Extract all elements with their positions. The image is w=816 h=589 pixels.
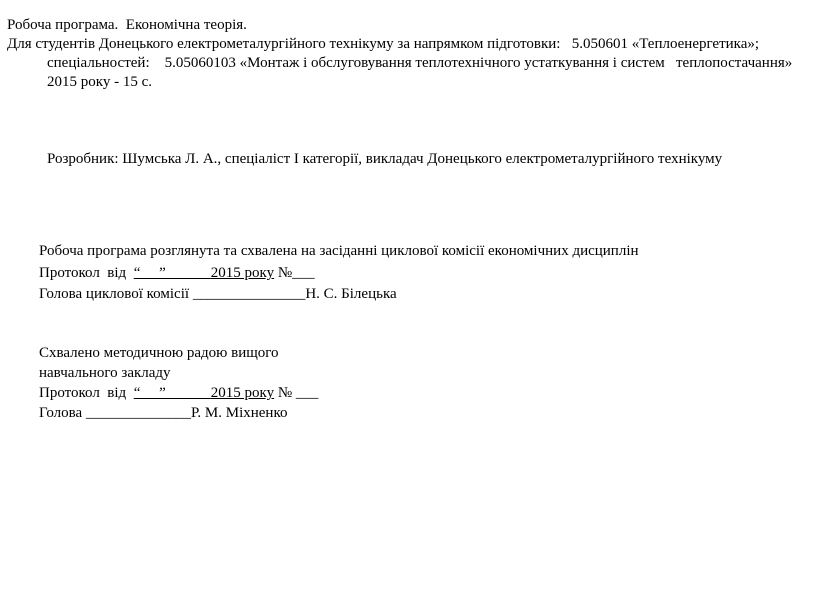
protocol-number-label: № (274, 265, 293, 281)
methodical-protocol-line (39, 384, 318, 402)
head-name: Р. М. Міхненко (190, 405, 288, 421)
protocol-year: 2015 року (210, 385, 275, 401)
protocol-number-blank: ___ (292, 265, 315, 281)
protocol-prefix: Протокол від (39, 385, 134, 401)
commission-head-line (39, 285, 397, 303)
protocol-date-blank: “ ” (133, 385, 211, 401)
commission-approval-line: Робоча програма розглянута та схвалена на засіданні циклової комісії економічних дисциплін (39, 243, 639, 259)
protocol-year: 2015 року (210, 265, 275, 281)
head-label: Голова циклової комісії (39, 286, 193, 302)
protocol-number-blank: ___ (295, 385, 319, 401)
header-specialty-line: спеціальностей: 5.05060103 «Монтаж і обслуговування теплотехнічного устаткування і систем теплопостачання» (47, 55, 793, 71)
methodical-institution-line: навчального закладу (39, 365, 171, 381)
head-name: Н. С. Білецька (305, 286, 397, 302)
header-students-line: Для студентів Донецького електрометалургійного технікуму за напрямком підготовки: 5.050601 «Теплоенергетика»; (7, 36, 760, 52)
protocol-number-label: № (274, 385, 296, 401)
header-title-line: Робоча програма. Економічна теорія. (7, 17, 247, 33)
developer-line: Розробник: Шумська Л. А., спеціаліст І категорії, викладач Донецького електрометалургійного технікуму (47, 151, 723, 167)
head-signature-blank: _______________ (192, 286, 306, 302)
methodical-approval-line: Схвалено методичною радою вищого (39, 345, 279, 361)
head-signature-blank: ______________ (85, 405, 191, 421)
protocol-date-blank: “ ” (133, 265, 211, 281)
methodical-head-line (39, 404, 288, 422)
protocol-prefix: Протокол від (39, 265, 134, 281)
commission-protocol-line (39, 264, 315, 282)
header-year-line: 2015 року - 15 с. (47, 74, 152, 90)
head-label: Голова (39, 405, 86, 421)
